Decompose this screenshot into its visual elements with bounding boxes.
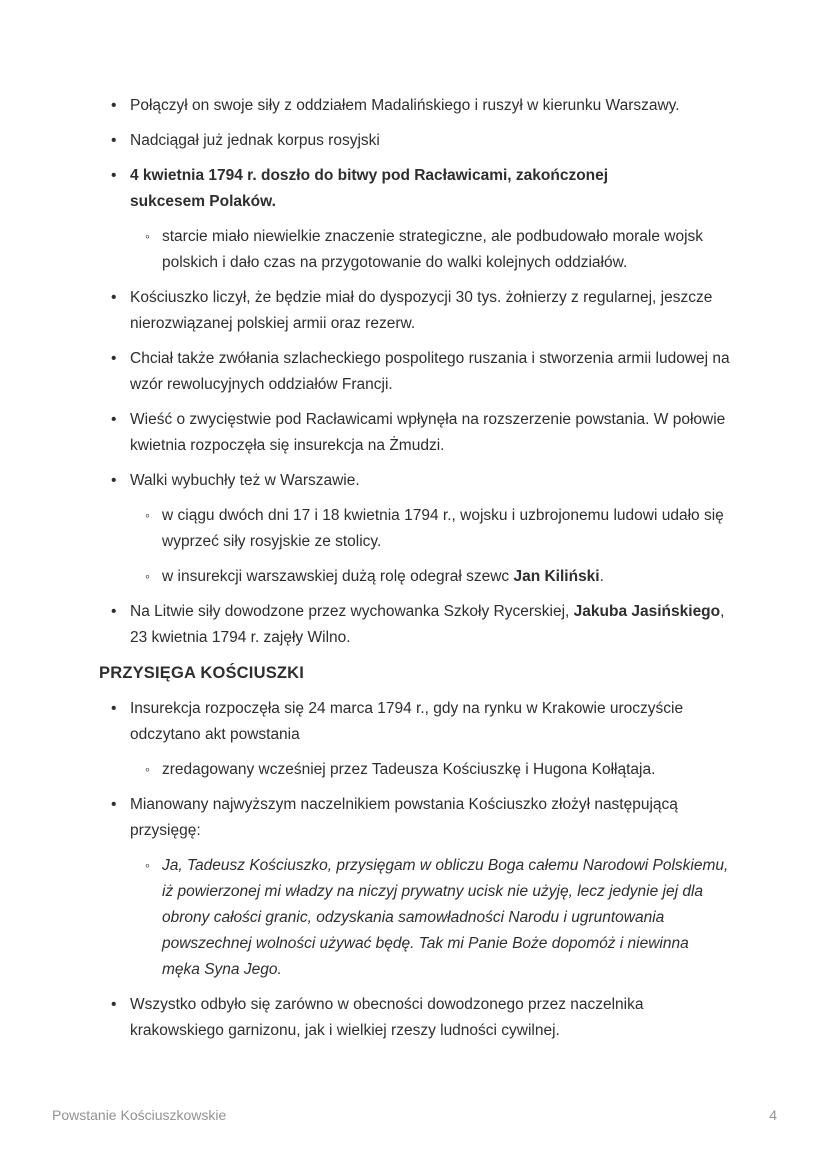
list-item <box>99 163 730 215</box>
list-item-text-bold: Jan Kiliński <box>513 568 600 585</box>
bullet-icon: • <box>111 97 117 114</box>
sub-list-item <box>99 757 730 783</box>
sub-list-item-quote <box>99 853 730 983</box>
list-item <box>99 992 730 1044</box>
footer-page-number: 4 <box>769 1107 777 1123</box>
list-item <box>99 346 730 398</box>
list-item <box>99 468 730 494</box>
list-item-text: Chciał także zwółania szlacheckiego pospolitego ruszania i stworzenia armii ludowej na wzór rewolucyjnych oddziałów Francji. <box>130 350 730 393</box>
list-item-text: Wieść o zwycięstwie pod Racławicami wpłynęła na rozszerzenie powstania. W połowie kwietnia rozpoczęła się insurekcja na Żmudzi. <box>130 411 726 454</box>
oath-quote-text: Ja, Tadeusz Kościuszko, przysięgam w obliczu Boga całemu Narodowi Polskiemu, iż powierzonej mi władzy na niczyj prywatny ucisk nie użyję, lecz jedynie jej dla obrony całości granic, odzyskania samowładności Narodu i ugruntowania powszechnej wolności używać będę. Tak mi Panie Boże dopomóż i niewinna męka Syna Jego. <box>162 857 729 978</box>
bullet-icon: • <box>111 411 117 428</box>
list-item-text: . <box>599 568 604 585</box>
sub-list-item <box>99 224 730 276</box>
sub-list-item <box>99 564 730 590</box>
list-item-text: Insurekcja rozpoczęła się 24 marca 1794 r., gdy na rynku w Krakowie uroczyście odczytano akt powstania <box>130 700 684 743</box>
sub-bullet-icon: ◦ <box>145 507 150 523</box>
list-item <box>99 93 730 119</box>
sub-bullet-icon: ◦ <box>145 857 150 873</box>
document-body <box>99 93 730 1053</box>
list-item-text: Kościuszko liczył, że będzie miał do dyspozycji 30 tys. żołnierzy z regularnej, jeszcze nierozwiązanej polskiej armii oraz rezerw. <box>130 289 713 332</box>
sub-bullet-icon: ◦ <box>145 228 150 244</box>
list-item <box>99 792 730 844</box>
list-item-text: w insurekcji warszawskiej dużą rolę odegrał szewc <box>162 568 514 585</box>
list-item-text-bold: Jakuba Jasińskiego <box>573 603 721 620</box>
bullet-icon: • <box>111 350 117 367</box>
list-item <box>99 696 730 748</box>
list-item <box>99 407 730 459</box>
list-item-text: w ciągu dwóch dni 17 i 18 kwietnia 1794 r., wojsku i uzbrojonemu ludowi udało się wyprzeć siły rosyjskie ze stolicy. <box>162 507 724 550</box>
bullet-icon: • <box>111 132 117 149</box>
list-item-text: starcie miało niewielkie znaczenie strategiczne, ale podbudowało morale wojsk polskich i dało czas na przygotowanie do walki kolejnych oddziałów. <box>162 228 704 271</box>
list-item-text: , 23 kwietnia 1794 r. zajęły Wilno. <box>130 603 725 646</box>
sub-list-item <box>99 503 730 555</box>
footer-document-title: Powstanie Kościuszkowskie <box>52 1107 227 1123</box>
bullet-icon: • <box>111 472 117 489</box>
list-item-text: Nadciągał już jednak korpus rosyjski <box>130 132 380 149</box>
list-item <box>99 128 730 154</box>
bullet-icon: • <box>111 996 117 1013</box>
list-item <box>99 285 730 337</box>
sub-bullet-icon: ◦ <box>145 761 150 777</box>
list-item <box>99 599 730 651</box>
sub-bullet-icon: ◦ <box>145 568 150 584</box>
list-item-text: zredagowany wcześniej przez Tadeusza Kościuszkę i Hugona Kołłątaja. <box>162 761 656 778</box>
section-heading: PRZYSIĘGA KOŚCIUSZKI <box>99 664 305 682</box>
bullet-icon: • <box>111 796 117 813</box>
bullet-icon: • <box>111 700 117 717</box>
list-item-text: sukcesem Polaków. <box>130 193 276 210</box>
list-item-text: Na Litwie siły dowodzone przez wychowanka Szkoły Rycerskiej, <box>130 603 574 620</box>
list-item-text: Połączył on swoje siły z oddziałem Madalińskiego i ruszył w kierunku Warszawy. <box>130 97 680 114</box>
bullet-icon: • <box>111 167 117 184</box>
bullet-icon: • <box>111 603 117 620</box>
list-item-text: Walki wybuchły też w Warszawie. <box>130 472 360 489</box>
list-item-text: Wszystko odbyło się zarówno w obecności dowodzonego przez naczelnika krakowskiego garnizonu, jak i wielkiej rzeszy ludności cywilnej. <box>130 996 644 1039</box>
list-item-text: 4 kwietnia 1794 r. doszło do bitwy pod Racławicami, zakończonej <box>130 167 609 184</box>
list-item-text: Mianowany najwyższym naczelnikiem powstania Kościuszko złożył następującą przysięgę: <box>130 796 678 839</box>
bullet-icon: • <box>111 289 117 306</box>
